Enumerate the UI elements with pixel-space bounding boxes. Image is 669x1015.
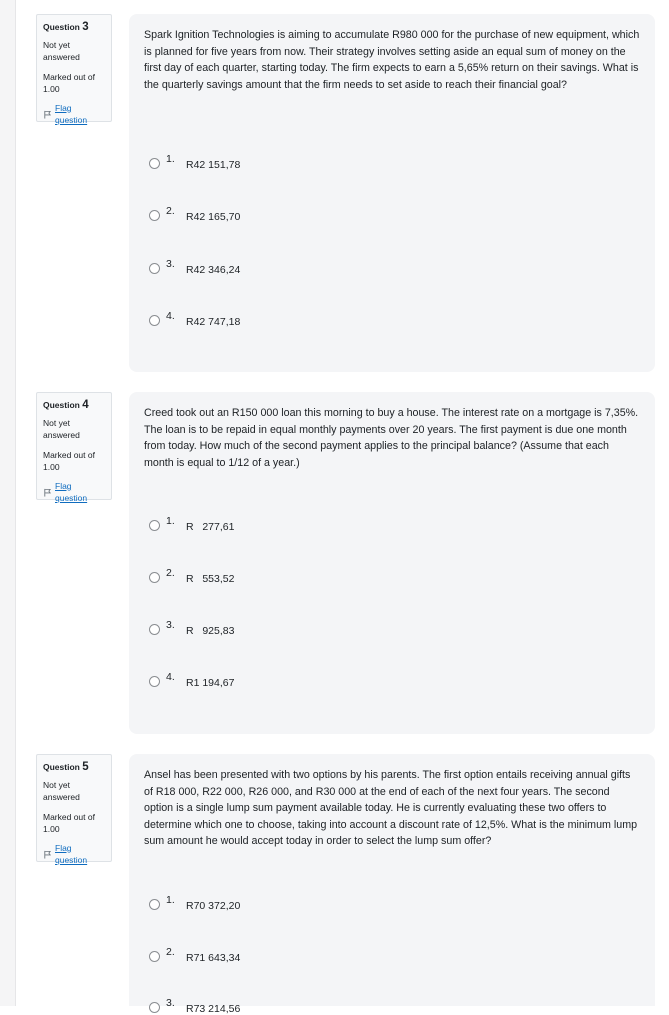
answer-option-4[interactable]: 4. R1 194,67 (149, 673, 160, 693)
question-number: Question 3 (43, 21, 89, 33)
answer-option-2[interactable]: 2. R71 643,34 (149, 948, 160, 968)
answer-option-1[interactable]: 1. R 277,61 (149, 517, 160, 537)
radio-button[interactable] (149, 624, 160, 635)
question-info-3 (36, 14, 112, 125)
answer-option-2[interactable]: 2. R42 165,70 (149, 207, 160, 227)
flag-icon (43, 850, 52, 859)
question-grade: Marked out of 1.00 (43, 71, 95, 94)
question-number: Question 5 (43, 761, 89, 773)
answer-label[interactable]: R42 165,70 (186, 211, 241, 223)
radio-button[interactable] (149, 210, 160, 221)
radio-button[interactable] (149, 520, 160, 531)
answer-label[interactable]: R42 151,78 (186, 159, 241, 171)
left-rail (0, 0, 16, 1006)
answer-option-3[interactable]: 3. R42 346,24 (149, 260, 160, 280)
answer-option-1[interactable]: 1. R70 372,20 (149, 896, 160, 916)
radio-button[interactable] (149, 572, 160, 583)
flag-question-control[interactable] (43, 480, 106, 505)
flag-question-link[interactable]: Flag question (55, 842, 88, 865)
answer-label[interactable]: R42 747,18 (186, 316, 241, 328)
flag-question-link[interactable]: Flag question (55, 102, 88, 125)
answer-option-3[interactable]: 3. R73 214,56 (149, 999, 160, 1006)
radio-button[interactable] (149, 1002, 160, 1013)
radio-button[interactable] (149, 676, 160, 687)
answer-label[interactable]: R71 643,34 (186, 952, 241, 964)
answer-label[interactable]: R42 346,24 (186, 264, 241, 276)
question-info-5 (36, 754, 112, 865)
flag-question-control[interactable] (43, 842, 106, 867)
flag-question-control[interactable] (43, 102, 106, 127)
radio-button[interactable] (149, 951, 160, 962)
answer-label[interactable]: R 553,52 (186, 573, 235, 585)
question-info-4 (36, 392, 112, 503)
flag-question-link[interactable]: Flag question (55, 480, 88, 503)
question-card-3 (129, 14, 655, 372)
question-text: Ansel has been presented with two options by his parents. The first option entails receiving annual gifts of R18 000, R22 000, R26 000, and R30 000 at the end of each of the next four years. The second option is a single lump sum payment available today. He is currently evaluating these two offers to determine which one to choose, taking into account a discount rate of 12,5%. What is the minimum lump sum amount he would accept today in order to select the lump sum offer? (144, 769, 638, 847)
question-card-4 (129, 392, 655, 734)
answer-option-3[interactable]: 3. R 925,83 (149, 621, 160, 641)
answer-option-4[interactable]: 4. R42 747,18 (149, 312, 160, 332)
question-number: Question 4 (43, 399, 89, 411)
question-state: Not yet answered (43, 779, 80, 802)
question-state: Not yet answered (43, 417, 80, 440)
answer-label[interactable]: R 925,83 (186, 625, 235, 637)
radio-button[interactable] (149, 263, 160, 274)
question-card-5 (129, 754, 655, 1015)
flag-icon (43, 110, 52, 119)
question-text: Creed took out an R150 000 loan this morning to buy a house. The interest rate on a mortgage is 7,35%. The loan is to be repaid in equal monthly payments over 20 years. The first payment is due one month from today. How much of the second payment applies to the principal balance? (Assume that each month is equal to 1/12 of a year.) (144, 407, 639, 469)
radio-button[interactable] (149, 899, 160, 910)
answer-label[interactable]: R1 194,67 (186, 677, 235, 689)
question-state: Not yet answered (43, 39, 80, 62)
answer-label[interactable]: R70 372,20 (186, 900, 241, 912)
answer-option-2[interactable]: 2. R 553,52 (149, 569, 160, 589)
question-grade: Marked out of 1.00 (43, 811, 95, 834)
flag-icon (43, 488, 52, 497)
radio-button[interactable] (149, 315, 160, 326)
answer-label[interactable]: R73 214,56 (186, 1003, 241, 1015)
question-text: Spark Ignition Technologies is aiming to accumulate R980 000 for the purchase of new equipment, which is planned for five years from now. Their strategy involves setting aside an equal sum of money on the first day of each quarter, starting today. The firm expects to earn a 5,65% return on their savings. What is the quarterly savings amount that the firm needs to set aside to reach their financial goal? (144, 29, 640, 91)
question-grade: Marked out of 1.00 (43, 449, 95, 472)
answer-label[interactable]: R 277,61 (186, 521, 235, 533)
answer-option-1[interactable]: 1. R42 151,78 (149, 155, 160, 175)
radio-button[interactable] (149, 158, 160, 169)
